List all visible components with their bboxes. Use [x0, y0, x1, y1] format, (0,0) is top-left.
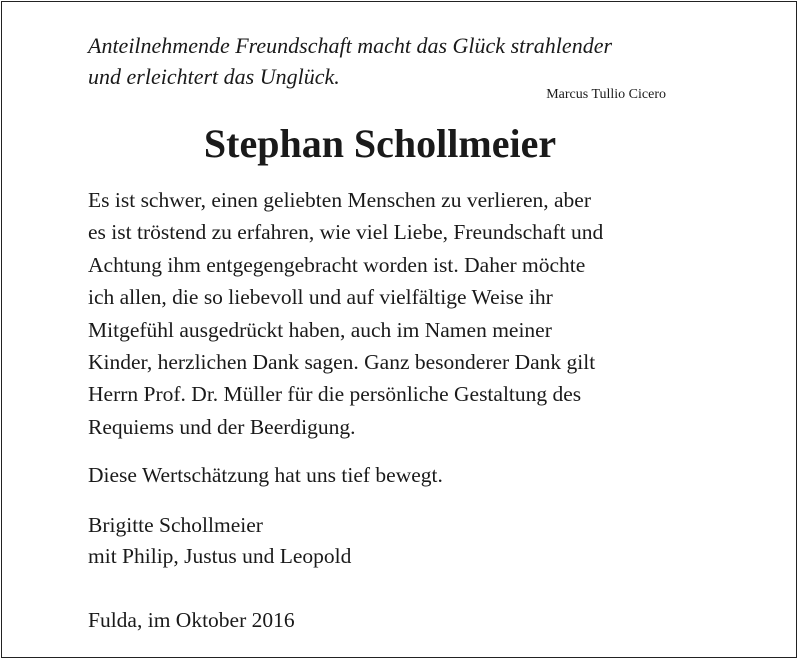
body-line: Mitgefühl ausgedrückt haben, auch im Namen meiner	[88, 317, 552, 342]
deceased-name: Stephan Schollmeier	[203, 121, 557, 166]
place-date: Fulda, im Oktober 2016	[88, 608, 295, 632]
epigraph-quote	[88, 30, 708, 92]
body-line: es ist tröstend zu erfahren, wie viel Liebe, Freundschaft und	[88, 220, 604, 245]
body-line: Requiems und der Beerdigung.	[88, 414, 356, 439]
quote-line: und erleichtert das Unglück.	[88, 64, 340, 89]
body-line: Kinder, herzlichen Dank sagen. Ganz besonderer Dank gilt	[88, 350, 596, 375]
body-line: Es ist schwer, einen geliebten Menschen zu verlieren, aber	[88, 188, 591, 212]
appreciation-text: Diese Wertschätzung hat uns tief bewegt.	[88, 463, 443, 487]
signature-name: Brigitte Schollmeier	[88, 513, 263, 537]
body-line: Achtung ihm entgegengebracht worden ist. Daher möchte	[88, 252, 586, 277]
body-line: ich allen, die so liebevoll und auf vielfältige Weise ihr	[88, 285, 553, 310]
body-line: Herrn Prof. Dr. Müller für die persönliche Gestaltung des	[88, 382, 582, 407]
quote-line: Anteilnehmende Freundschaft macht das Glück strahlender	[88, 33, 613, 58]
thank-you-text	[88, 184, 728, 443]
signature-family: mit Philip, Justus und Leopold	[88, 544, 352, 568]
quote-author: Marcus Tullio Cicero	[546, 87, 666, 102]
